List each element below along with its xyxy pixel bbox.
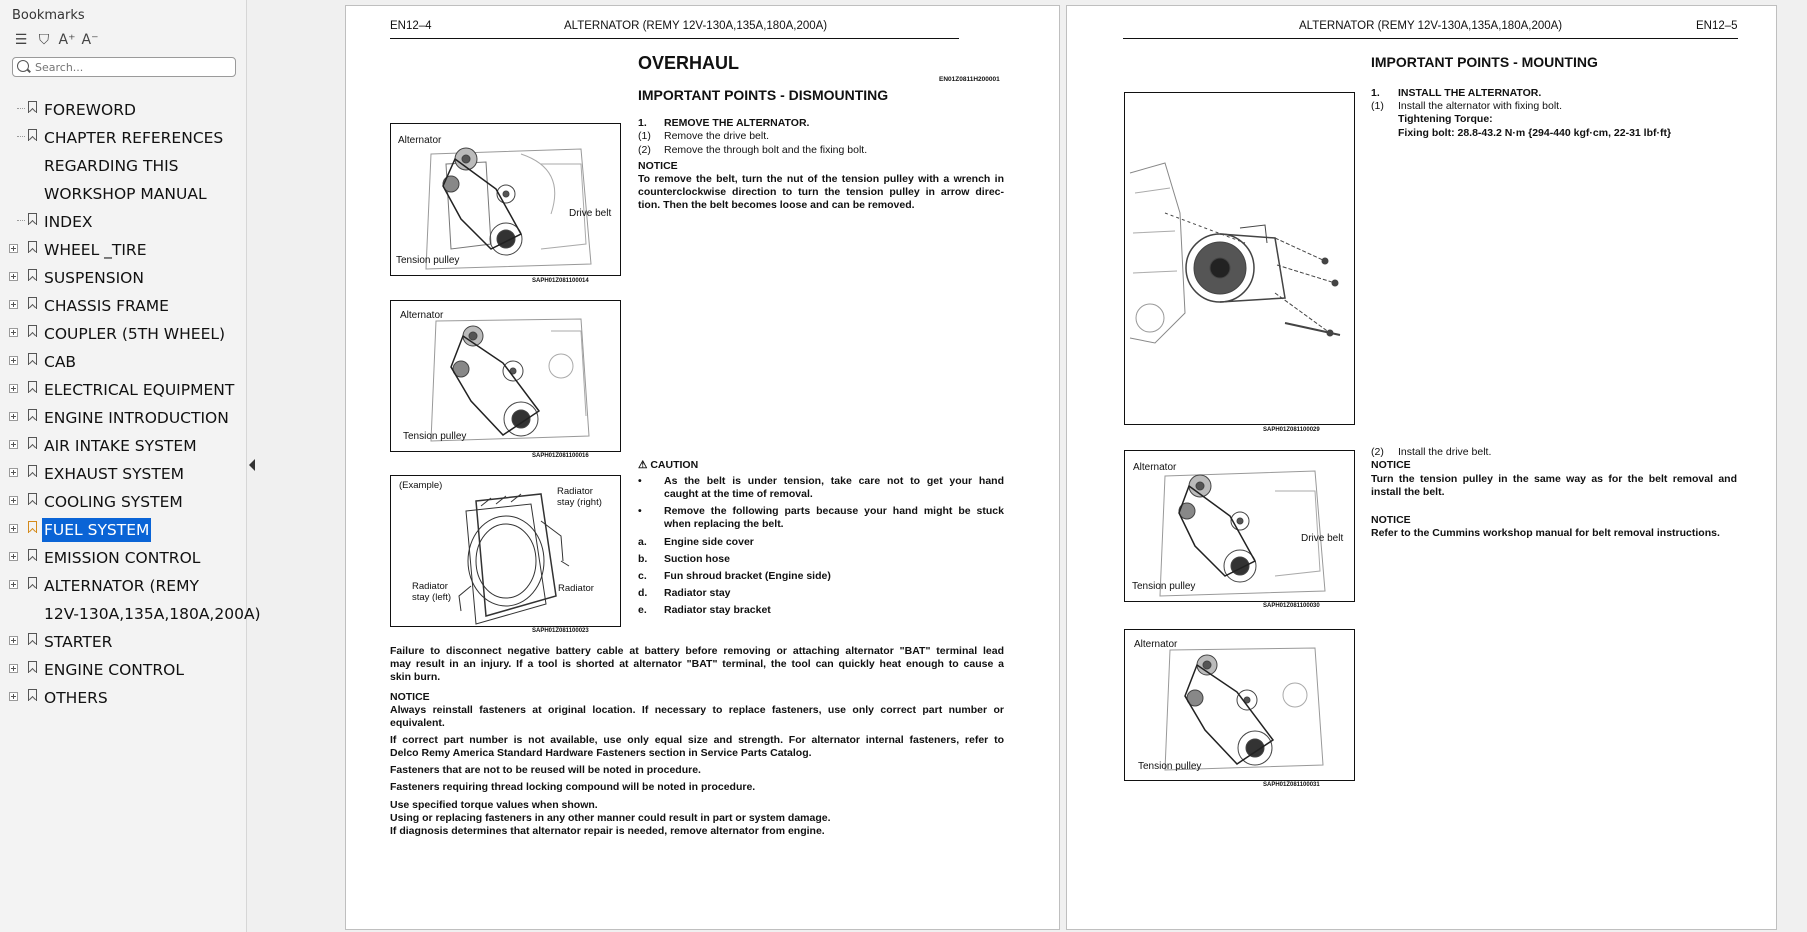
bookmark-label: ALTERNATOR (REMY — [44, 577, 199, 595]
bookmark-label: ENGINE CONTROL — [44, 661, 184, 679]
bookmark-icon — [28, 129, 37, 141]
bookmark-item[interactable] — [0, 600, 261, 628]
collapse-panel-icon[interactable] — [249, 459, 255, 471]
bookmark-label: EXHAUST SYSTEM — [44, 465, 185, 483]
expand-toggle-icon[interactable] — [9, 692, 18, 701]
figure-tension-pulley — [1124, 629, 1355, 781]
figure-code: SAPH01Z081100030 — [1263, 603, 1320, 609]
expand-toggle-icon[interactable] — [9, 384, 18, 393]
part-letter: e. — [638, 604, 647, 616]
figure-code: SAPH01Z081100023 — [532, 628, 589, 634]
notice-paragraph: Fasteners that are not to be reused will be noted in procedure. — [390, 764, 701, 776]
warning-icon: ⚠ — [638, 459, 648, 471]
bookmark-label: FUEL SYSTEM — [42, 518, 151, 542]
notice-paragraph: Fasteners requiring thread locking compound will be noted in procedure. — [390, 781, 756, 793]
part-letter: c. — [638, 570, 647, 582]
part-name: Fun shroud bracket (Engine side) — [664, 570, 831, 582]
bookmark-icon — [28, 353, 37, 365]
step-number: 1. — [1371, 87, 1380, 99]
substep-text: Install the alternator with fixing bolt. — [1398, 100, 1563, 112]
expand-text-icon[interactable]: A⁺ — [58, 32, 76, 48]
bookmark-label: CHAPTER REFERENCES — [44, 129, 224, 147]
expand-toggle-icon[interactable] — [9, 300, 18, 309]
bookmark-item[interactable] — [0, 180, 246, 208]
callout-label: Radiator — [558, 583, 594, 594]
expand-toggle-icon[interactable] — [9, 272, 18, 281]
bookmark-label: OTHERS — [44, 689, 108, 707]
notice-heading: NOTICE — [1371, 514, 1411, 526]
expand-toggle-icon[interactable] — [9, 664, 18, 673]
bookmark-icon — [28, 381, 37, 393]
bookmark-label: ENGINE INTRODUCTION — [44, 409, 229, 427]
notice-heading: NOTICE — [1371, 459, 1411, 471]
part-letter: b. — [638, 553, 648, 565]
subsection-title: IMPORTANT POINTS - DISMOUNTING — [638, 87, 889, 103]
bookmark-item[interactable] — [0, 516, 246, 544]
bookmark-icon — [28, 633, 37, 645]
tree-connector — [17, 136, 25, 138]
bookmark-item[interactable] — [0, 460, 246, 488]
page-header: ALTERNATOR (REMY 12V-130A,135A,180A,200A) — [564, 20, 828, 32]
section-title: OVERHAUL — [638, 53, 740, 73]
bookmark-icon — [28, 409, 37, 421]
bookmark-label: CHASSIS FRAME — [44, 297, 169, 315]
bookmark-icon — [28, 689, 37, 701]
warning-paragraph: Failure to disconnect negative battery cable at battery before removing or attaching alternator "BAT" terminal lead may result in an injury. If a tool is shorted at alternator "BAT" terminal, the tool can quickly heat enough to cause a skin burn. — [390, 645, 1004, 683]
bookmark-label: INDEX — [44, 213, 93, 231]
bookmark-item[interactable] — [0, 432, 246, 460]
page-number: EN12–5 — [1696, 20, 1738, 32]
callout-label: stay (right) — [557, 497, 602, 508]
bookmark-icon — [28, 325, 37, 337]
engine-illustration — [1125, 451, 1355, 602]
bookmarks-panel — [0, 0, 261, 932]
bookmark-icon — [28, 577, 37, 589]
bookmark-item[interactable] — [0, 208, 246, 236]
expand-toggle-icon[interactable] — [9, 468, 18, 477]
search-box[interactable] — [12, 57, 236, 77]
bookmark-label: WORKSHOP MANUAL — [44, 185, 207, 203]
callout-label: Alternator — [398, 135, 442, 146]
bookmark-item[interactable] — [0, 404, 246, 432]
bookmark-label: COUPLER (5TH WHEEL) — [44, 325, 226, 343]
substep-number: (2) — [1371, 446, 1384, 458]
tree-connector — [17, 220, 25, 222]
add-bookmark-icon[interactable]: ⛉ — [38, 32, 50, 48]
notice-paragraph: Use specified torque values when shown. — [390, 799, 598, 811]
header-rule — [390, 38, 959, 39]
bookmark-label: SUSPENSION — [44, 269, 144, 287]
notice-text: Turn the tension pulley in the same way as for the belt removal and install the belt. — [1371, 473, 1737, 498]
expand-toggle-icon[interactable] — [9, 524, 18, 533]
substep-text: Remove the through bolt and the fixing bolt. — [664, 144, 868, 156]
expand-toggle-icon[interactable] — [9, 356, 18, 365]
figure-alternator-mounting — [1124, 92, 1355, 425]
bookmark-label: 12V-130A,135A,180A,200A) — [44, 605, 261, 623]
tree-connector — [17, 108, 25, 110]
bookmark-item[interactable] — [0, 376, 246, 404]
subsection-title: IMPORTANT POINTS - MOUNTING — [1371, 54, 1598, 70]
bookmark-item[interactable] — [0, 264, 246, 292]
callout-label: Alternator — [1133, 462, 1177, 473]
bookmark-label: CAB — [44, 353, 77, 371]
page-en12-4 — [345, 5, 1060, 930]
bookmark-item[interactable] — [0, 348, 246, 376]
torque-label: Tightening Torque: — [1398, 113, 1493, 125]
substep-number: (2) — [638, 144, 651, 156]
part-name: Radiator stay bracket — [664, 604, 771, 616]
bookmark-icon — [28, 493, 37, 505]
caution-bullet: As the belt is under tension, take care not to get your hand caught at the time of removal. — [664, 475, 1004, 500]
callout-label: Alternator — [400, 310, 444, 321]
step-text: REMOVE THE ALTERNATOR. — [664, 117, 810, 129]
notice-text: Refer to the Cummins workshop manual for belt removal instructions. — [1371, 527, 1720, 539]
bullet-icon: • — [638, 475, 642, 487]
engine-illustration — [1125, 630, 1355, 781]
notice-heading: NOTICE — [638, 160, 678, 172]
torque-value: Fixing bolt: 28.8-43.2 N·m {294-440 kgf·cm, 22-31 lbf·ft} — [1398, 127, 1672, 139]
caution-heading — [638, 459, 698, 472]
callout-label: stay (left) — [412, 592, 452, 603]
substep-text: Remove the drive belt. — [664, 130, 770, 142]
callout-label: Tension pulley — [396, 255, 460, 266]
substep-number: (1) — [1371, 100, 1384, 112]
part-letter: d. — [638, 587, 648, 599]
alternator-mounting-illustration — [1125, 93, 1355, 425]
bookmark-label: FOREWORD — [44, 101, 136, 119]
engine-illustration — [391, 301, 621, 452]
step-number: 1. — [638, 117, 647, 129]
notice-paragraph: Always reinstall fasteners at original location. If necessary to replace fasteners, use only correct part number or equivalent. — [390, 704, 1004, 729]
doc-code: EN01Z0811H200001 — [939, 76, 1000, 83]
substep-text: Install the drive belt. — [1398, 446, 1492, 458]
list-options-icon[interactable]: ☰ — [14, 32, 28, 48]
page-header: ALTERNATOR (REMY 12V-130A,135A,180A,200A) — [1299, 20, 1563, 32]
expand-toggle-icon[interactable] — [9, 440, 18, 449]
expand-toggle-icon[interactable] — [9, 636, 18, 645]
bookmark-item[interactable] — [0, 684, 246, 712]
bookmark-item[interactable] — [0, 656, 246, 684]
bookmark-label: WHEEL _TIRE — [44, 241, 147, 259]
bookmark-item[interactable] — [0, 96, 246, 124]
expand-toggle-icon[interactable] — [9, 412, 18, 421]
figure-code: SAPH01Z081100014 — [532, 278, 589, 284]
bookmark-icon — [28, 213, 37, 225]
shrink-text-icon[interactable]: A⁻ — [81, 32, 99, 48]
header-rule — [1123, 38, 1738, 39]
bookmark-icon — [28, 269, 37, 281]
bookmark-icon — [28, 549, 37, 561]
bookmark-icon — [28, 297, 37, 309]
bookmark-icon — [28, 241, 37, 253]
notice-paragraph: If correct part number is not available, use only equal size and strength. For alternator internal fasteners, refer to Delco Remy America Standard Hardware Fasteners section in Service Parts Catalog. — [390, 734, 1004, 759]
notice-heading: NOTICE — [390, 691, 430, 703]
notice-paragraph: Using or replacing fasteners in any other manner could result in part or system damage. — [390, 812, 831, 824]
bookmark-label: COOLING SYSTEM — [44, 493, 183, 511]
figure-code: SAPH01Z081100016 — [532, 453, 589, 459]
bookmark-icon — [28, 661, 37, 673]
bookmark-icon — [28, 521, 37, 533]
bookmark-item[interactable] — [0, 124, 246, 152]
callout-label: Alternator — [1134, 639, 1178, 650]
bookmark-label: STARTER — [44, 633, 113, 651]
bookmark-icon — [28, 437, 37, 449]
expand-toggle-icon[interactable] — [9, 552, 18, 561]
callout-label: Tension pulley — [1138, 761, 1202, 772]
callout-label: Drive belt — [569, 208, 612, 219]
search-input[interactable] — [35, 59, 231, 75]
bookmark-item[interactable] — [0, 544, 246, 572]
bookmark-label: EMISSION CONTROL — [44, 549, 201, 567]
callout-label: Radiator — [557, 486, 593, 497]
bookmark-item[interactable] — [0, 292, 246, 320]
step-text: INSTALL THE ALTERNATOR. — [1398, 87, 1542, 99]
notice-text: To remove the belt, turn the nut of the tension pulley with a wrench in counterclockwise direction to turn the tension pulley in arrow direc- tion. Then the belt becomes loose and can be removed. — [638, 173, 1004, 211]
bookmark-item[interactable] — [0, 628, 246, 656]
bookmark-label: ELECTRICAL EQUIPMENT — [44, 381, 235, 399]
figure-tension-pulley — [390, 300, 621, 452]
substep-number: (1) — [638, 130, 651, 142]
caution-label: CAUTION — [650, 459, 699, 471]
bookmark-item[interactable] — [0, 488, 246, 516]
bullet-icon: • — [638, 505, 642, 517]
expand-toggle-icon[interactable] — [9, 328, 18, 337]
callout-label: Drive belt — [1301, 533, 1344, 544]
bookmark-item[interactable] — [0, 320, 246, 348]
engine-illustration — [391, 124, 621, 276]
bookmark-icon — [28, 465, 37, 477]
search-icon — [17, 60, 29, 72]
bookmark-icon — [28, 101, 37, 113]
figure-code: SAPH01Z081100031 — [1263, 782, 1320, 788]
notice-paragraph: If diagnosis determines that alternator repair is needed, remove alternator from engine. — [390, 825, 825, 837]
expand-toggle-icon[interactable] — [9, 496, 18, 505]
callout-label: Tension pulley — [1132, 581, 1196, 592]
part-name: Engine side cover — [664, 536, 754, 548]
page-en12-5 — [1066, 5, 1777, 930]
caution-bullet: Remove the following parts because your hand might be stuck when replacing the belt. — [664, 505, 1004, 530]
part-letter: a. — [638, 536, 647, 548]
expand-toggle-icon[interactable] — [9, 244, 18, 253]
part-name: Suction hose — [664, 553, 730, 565]
expand-toggle-icon[interactable] — [9, 580, 18, 589]
figure-code: SAPH01Z081100029 — [1263, 427, 1320, 433]
bookmark-item[interactable] — [0, 152, 246, 180]
bookmark-item[interactable] — [0, 236, 246, 264]
callout-label: (Example) — [399, 480, 443, 491]
page-number: EN12–4 — [390, 20, 432, 32]
part-name: Radiator stay — [664, 587, 731, 599]
callout-label: Radiator — [412, 581, 448, 592]
callout-label: Tension pulley — [403, 431, 467, 442]
bookmark-item[interactable] — [0, 572, 246, 600]
bookmark-label: AIR INTAKE SYSTEM — [44, 437, 197, 455]
bookmark-label: REGARDING THIS — [44, 157, 179, 175]
panel-title: Bookmarks — [12, 8, 85, 23]
